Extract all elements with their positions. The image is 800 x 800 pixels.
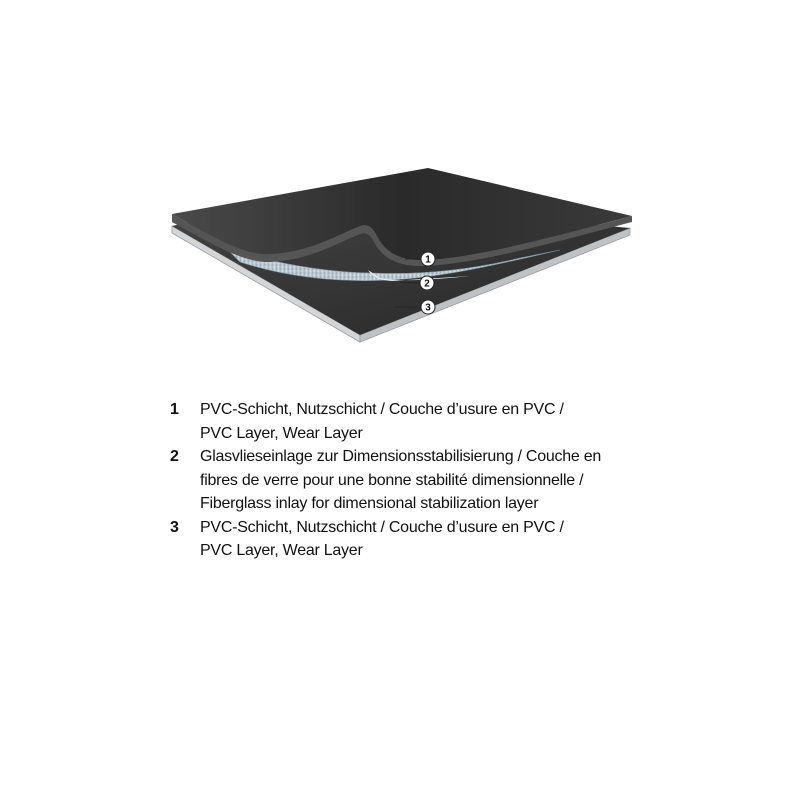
legend [170, 398, 690, 563]
legend-text-line: PVC Layer, Wear Layer [200, 542, 363, 559]
marker-1 [421, 252, 435, 266]
legend-text-line: Glasvlieseinlage zur Dimensionsstabilisierung / Couche en [200, 448, 602, 465]
legend-text-line: PVC Layer, Wear Layer [200, 424, 363, 442]
legend-item-3 [170, 516, 690, 563]
legend-number: 1 [170, 401, 179, 418]
legend-number: 3 [170, 518, 179, 536]
legend-text-line: PVC-Schicht, Nutzschicht / Couche d’usure en PVC / [200, 518, 564, 536]
legend-text-line: Fiberglass inlay for dimensional stabilization layer [200, 495, 539, 512]
marker-2 [420, 276, 434, 290]
marker-3-label: 3 [425, 302, 431, 314]
legend-text-line: fibres de verre pour une bonne stabilité dimensionnelle / [200, 471, 584, 489]
marker-3 [421, 300, 435, 314]
legend-text-line: PVC-Schicht, Nutzschicht / Couche d’usure en PVC / [200, 401, 564, 418]
legend-item-1 [170, 398, 690, 445]
marker-2-label: 2 [424, 278, 430, 290]
marker-1-label: 1 [425, 254, 431, 266]
legend-item-2 [170, 445, 690, 516]
legend-number: 2 [170, 448, 179, 465]
